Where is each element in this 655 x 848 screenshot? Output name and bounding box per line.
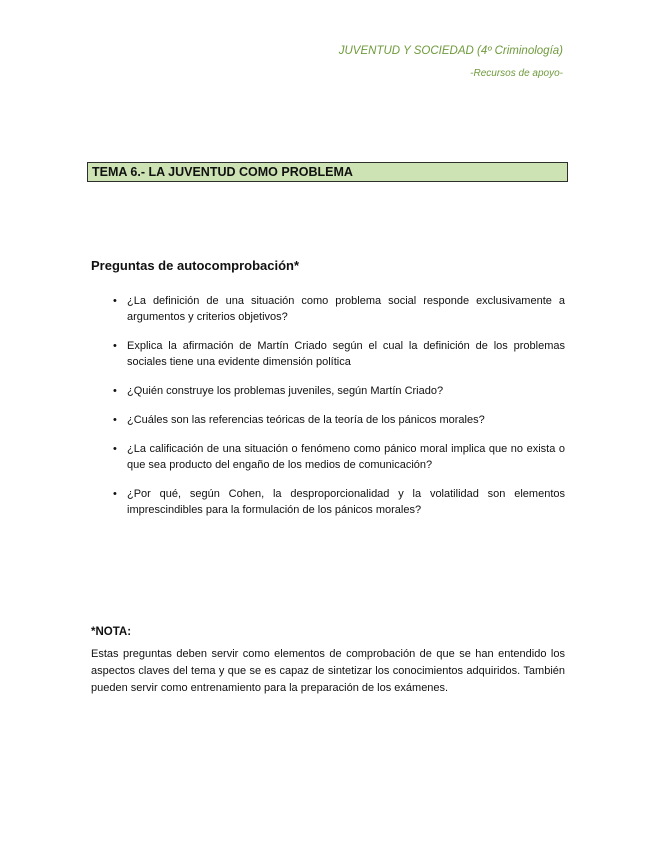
question-item: [113, 486, 565, 518]
question-item: [113, 383, 565, 399]
note-title: *NOTA:: [91, 626, 132, 638]
question-text: ¿La calificación de una situación o fenómeno como pánico moral implica que no exista o que sea producto del engaño de los medios de comunicación?: [127, 443, 565, 471]
topic-title: TEMA 6.- LA JUVENTUD COMO PROBLEMA: [87, 162, 568, 182]
resources-subtitle: -Recursos de apoyo-: [470, 68, 563, 79]
bullet-icon: •: [113, 488, 117, 500]
question-item: [113, 338, 565, 370]
bullet-icon: •: [113, 385, 117, 397]
question-item: [113, 293, 565, 325]
bullet-icon: •: [113, 340, 117, 352]
bullet-icon: •: [113, 443, 117, 455]
bullet-icon: •: [113, 414, 117, 426]
question-text: ¿Por qué, según Cohen, la desproporcionalidad y la volatilidad son elementos imprescindibles para la formulación de los pánicos morales?: [127, 488, 565, 516]
question-list: [113, 293, 565, 531]
question-text: ¿La definición de una situación como problema social responde exclusivamente a argumentos y criterios objetivos?: [127, 295, 565, 323]
question-item: [113, 441, 565, 473]
question-text: ¿Cuáles son las referencias teóricas de la teoría de los pánicos morales?: [127, 414, 485, 426]
section-heading: Preguntas de autocomprobación*: [91, 258, 300, 273]
question-text: ¿Quién construye los problemas juveniles, según Martín Criado?: [127, 385, 444, 397]
course-header: JUVENTUD Y SOCIEDAD (4º Criminología): [338, 45, 563, 57]
question-text: Explica la afirmación de Martín Criado según el cual la definición de los problemas sociales tiene una evidente dimensión política: [127, 340, 565, 368]
note-body: Estas preguntas deben servir como elementos de comprobación de que se han entendido los aspectos claves del tema y que se es capaz de sintetizar los conocimientos adquiridos. También pueden servir como entrenamiento para la preparación de los exámenes.: [91, 648, 565, 694]
bullet-icon: •: [113, 295, 117, 307]
question-item: [113, 412, 565, 428]
